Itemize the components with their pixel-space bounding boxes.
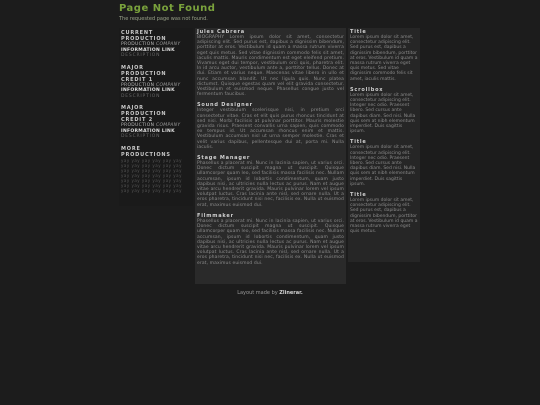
section-title: Sound Designer <box>197 102 253 109</box>
sidebar-body: Lorem ipsum dolor sit amet, consectetur adipiscing elit. Integer nec odio. Praesent libero. Sed cursus ante dapibus diam. Sed nisi. Nulla quis sem at nibh elementum imperdiet. Duis sagittis ipsum. <box>350 92 416 135</box>
information-link[interactable]: INFORMATION LINK <box>121 128 175 134</box>
production-heading <box>121 65 191 83</box>
production-heading <box>121 30 191 42</box>
information-link[interactable]: INFORMATION LINK <box>121 47 175 53</box>
sidebar-box <box>348 28 420 82</box>
section-sound-designer <box>195 101 346 150</box>
sidebar-title: Title <box>350 192 367 199</box>
filler-line: yay yay yay yay yay yay <box>121 172 182 178</box>
footer <box>0 290 540 296</box>
heading-line: PRODUCTION <box>121 36 167 42</box>
filler-line: yay yay yay yay yay yay <box>121 162 182 168</box>
heading-line: PRODUCTIONS <box>121 151 171 158</box>
production-credit-1 <box>121 65 191 100</box>
sidebar-body: Lorem ipsum dolor sit amet, consectetur adipiscing elit. Integer nec odio. Praesent libero. Sed cursus ante dapibus diam. Sed nisi. Nulla quis sem at nibh elementum imperdiet. Duis sagittis ipsum. <box>350 145 416 187</box>
production-label: PRODUCTION <box>121 82 155 88</box>
heading-line: MORE <box>121 145 141 152</box>
heading-line: CREDIT 2 <box>121 117 153 123</box>
sidebar-box <box>348 138 420 187</box>
production-current <box>121 30 191 59</box>
page-title: Page Not Found <box>119 3 216 14</box>
heading-line: MAJOR <box>121 64 144 71</box>
section-stage-manager <box>195 154 346 208</box>
more-heading[interactable] <box>121 146 191 158</box>
company-label: COMPANY <box>156 82 181 88</box>
heading-line: CREDIT 1 <box>121 76 153 83</box>
production-label: PRODUCTION <box>121 42 155 47</box>
heading-line: PRODUCTION <box>121 70 167 77</box>
section-title: Filmmaker <box>197 212 234 219</box>
information-link[interactable]: INFORMATION LINK <box>121 88 175 93</box>
filler-line: yay yay yay yay yay yay <box>121 167 182 173</box>
sidebar-title: Title <box>350 29 367 35</box>
sidebar-box <box>348 191 420 234</box>
production-description: DESCRIPTION <box>121 134 161 139</box>
sidebar-title: Title <box>350 139 367 146</box>
sidebar-body: Lorem ipsum dolor sit amet, consectetur adipiscing elit. Sed purus est, dapibus a dignissim bibendum, porttitor at eros. Vestibulum id quam a massa rutrum viverra eget quis metus. <box>350 198 418 235</box>
production-credit-2 <box>121 105 191 140</box>
section-body: Phasellus a placerat mi. Nunc in lacinia sapien, ut varius orci. Donec dictum suscipit magna ut suscipit. Quisque ullamcorper quam leo, sed facilisis massa facilisis nec. Nullam accumsan, ipsum id lobortis condimentum, quam justo dapibus nisi, ac ultricies nulla lectus ac purus. Nam et augue vitae arcu hendrerit gravida. Mauris pulvinar lorem vel ipsum volutpat luctus. Cras lacinia ante nisl, sed ornare nulla. Ut a eros pharetra, tincidunt nisi nec, facilisis ex. Nulla ut euismod erat, maximus euismod dui. <box>197 161 344 208</box>
company-label: COMPANY <box>156 123 181 128</box>
section-filmmaker <box>195 212 346 266</box>
filler-line: yay yay yay yay yay yay <box>121 177 182 183</box>
footer-prefix: Layout made by <box>237 290 278 296</box>
sidebar-body: Lorem ipsum dolor sit amet, consectetur adipiscing elit. Sed purus est, dapibus a dignissim bibendum, porttitor at eros. Vestibulum id quam a massa rutrum viverra eget quis metus. Sed vitae dignissim commodo felis sit amet, iaculis mattis. <box>350 35 418 82</box>
production-label: PRODUCTION <box>121 123 155 128</box>
more-productions <box>121 146 191 193</box>
production-description: DESCRIPTION <box>121 53 161 58</box>
production-description: DESCRIPTION <box>121 93 161 99</box>
filler-line: yay yay yay yay yay yay <box>121 187 182 193</box>
company-label: COMPANY <box>156 42 181 47</box>
filler-line: yay yay yay yay yay yay <box>121 157 182 163</box>
production-heading <box>121 105 191 123</box>
page-subtitle: The requested page was not found. <box>119 16 208 22</box>
heading-line: PRODUCTION <box>121 111 167 117</box>
heading-line: CURRENT <box>121 30 154 36</box>
productions-panel <box>119 28 193 206</box>
heading-line: MAJOR <box>121 105 144 111</box>
section-bio <box>195 28 346 97</box>
filler-line: yay yay yay yay yay yay <box>121 182 182 188</box>
footer-author-link[interactable]: Zlinerar. <box>279 290 303 296</box>
sidebar-title: Scrollbox <box>350 86 384 93</box>
section-title: Stage Manager <box>197 155 251 162</box>
sidebar-scrollbox[interactable] <box>348 86 420 135</box>
main-content-panel <box>195 28 346 284</box>
section-body: BIOGRAPHY Lorem ipsum dolor sit amet, consectetur adipiscing elit. Sed purus est, dapibus a dignissim bibendum, porttitor at eros. Vestibulum id quam a massa rutrum viverra eget quis metus. Sed vitae dignissim commodo felis sit amet, iaculis mattis. Mauris condimentum est eget eleifend pretium. Vivamus eget dui tempor, vestibulum orci quis, pharetra elit. In id arcu auctor, vestibulum ante a, porttitor tellus. Donec at dui. Etiam et varius neque. Maecenas vitae libero in ullo et nunc accumsan blandit. Ut nec ligula quis. Nunc platea dictumst. Quisque egestas quam vel elit gravida consectetur. Vestibulum et euismod neque. Phasellus congue justo vel fermentum faucibus. <box>197 35 344 98</box>
section-body: Phasellus a placerat mi. Nunc in lacinia sapien, ut varius orci. Donec dictum suscipit magna ut suscipit. Quisque ullamcorper quam leo, sed facilisis massa facilisis nec. Nullam accumsan, ipsum id lobortis condimentum, quam justo dapibus nisi, ac ultricies nulla lectus ac purus. Nam et augue vitae arcu hendrerit gravida. Mauris pulvinar lorem vel ipsum volutpat luctus. Cras lacinia ante nisl, sed ornare nulla. Ut a eros pharetra, tincidunt nisi nec, facilisis ex. Nulla ut euismod erat, maximus euismod dui. <box>197 218 344 266</box>
section-body: Integer vestibulum scelerisque nisi, in pretium orci consectetur vitae. Cras et elit quis purus rhoncus tincidunt at sed nisi. Morbi facilisis at pulvinar porttitor. Mauris molestie gravida risus. Praesent convallis urna sapien, quis commodo ex tempus id. Ut accumsan rhoncus enim et mattis. Vestibulum accumsan nisl ut urna semper molestie. Cras et velit varius dapibus, pellentesque dui at, porta mi. Nulla iaculis. <box>197 108 344 150</box>
sidebar-panel <box>348 28 420 262</box>
section-title: Jules Cabrera <box>197 29 245 35</box>
